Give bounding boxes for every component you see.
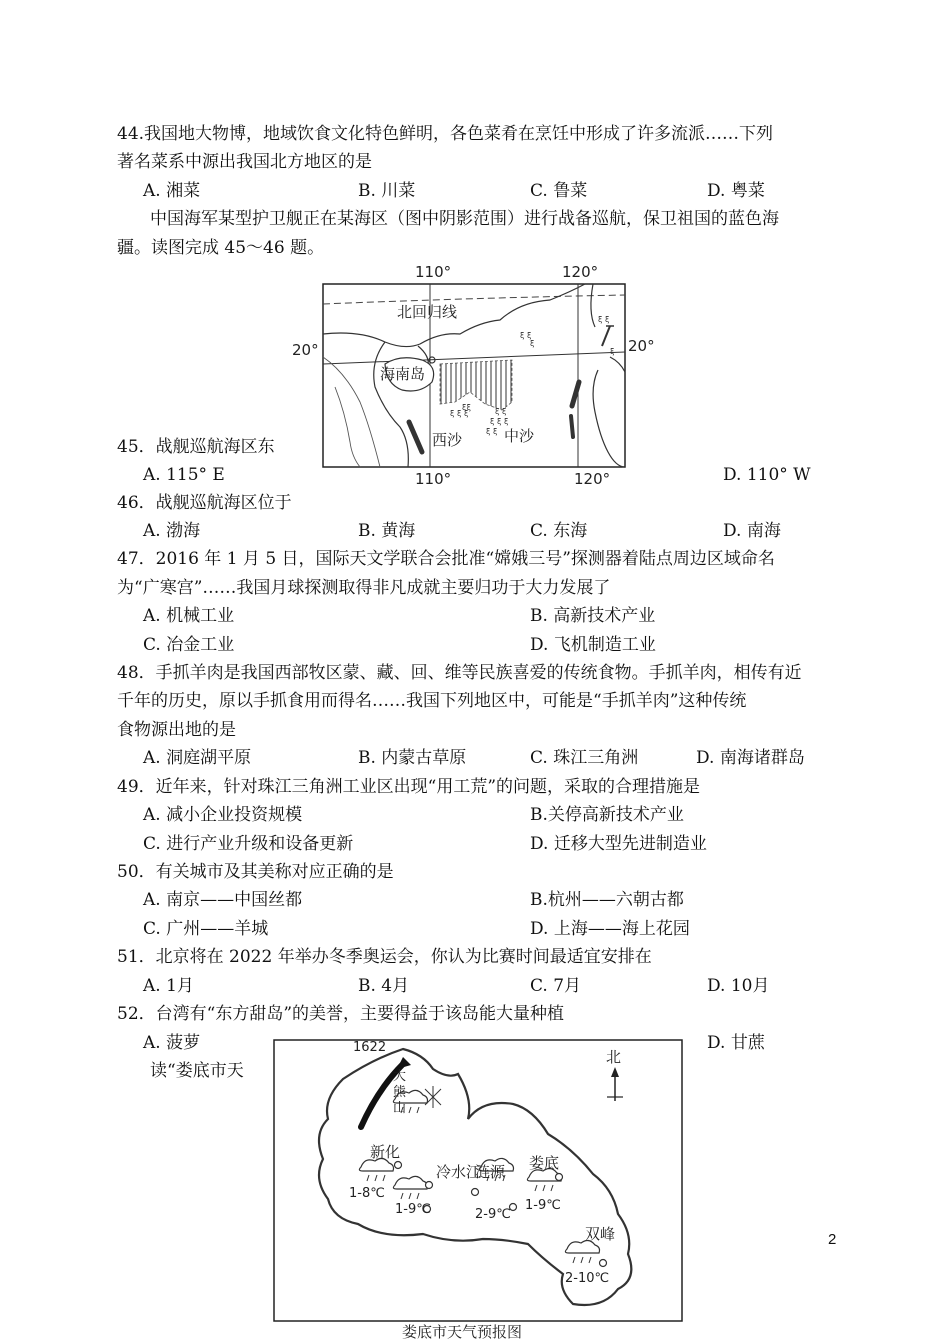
q47-line2: 为“广寒宫”……我国月球探测取得非凡成就主要归功于大力发展了 — [117, 578, 611, 598]
map2-peak-label: 1622 — [353, 1040, 387, 1055]
svg-text:ξ: ξ — [530, 339, 535, 348]
q50-line1: 50．有关城市及其美称对应正确的是 — [117, 862, 394, 882]
q49-option-d: D. 迁移大型先进制造业 — [530, 834, 707, 854]
svg-text:ξ ξ ξ: ξ ξ ξ — [490, 417, 509, 426]
map2-lianyuan-label: 涟源 — [475, 1163, 506, 1181]
q45-option-d: D. 110° W — [723, 465, 811, 485]
page-number: 2 — [828, 1231, 837, 1248]
map2-lengshuijiang-label: 冷水江 — [436, 1163, 482, 1181]
q52-option-a: A. 菠萝 — [143, 1033, 201, 1053]
intro-loudi: 读“娄底市天 — [150, 1061, 244, 1081]
svg-text:ξ ξ: ξ ξ — [486, 427, 498, 436]
q44-option-d: D. 粤菜 — [707, 181, 765, 201]
q52-option-d: D. 甘蔗 — [707, 1033, 765, 1053]
q46-option-d: D. 南海 — [723, 521, 781, 541]
q49-option-a: A. 减小企业投资规模 — [143, 805, 303, 825]
map2-xinhua-label: 新化 — [370, 1143, 401, 1161]
map2-shuangfeng-label: 双峰 — [585, 1225, 616, 1243]
q46-option-b: B. 黄海 — [358, 521, 416, 541]
map1-lon-bottom-120: 120° — [574, 470, 611, 488]
map2-north-label: 北 — [606, 1048, 622, 1066]
intro45-line1: 中国海军某型护卫舰正在某海区（图中阴影范围）进行战备巡航，保卫祖国的蓝色海 — [150, 209, 779, 229]
map1-lat-right-20: 20° — [628, 337, 655, 355]
map2-xinhua-temp: 1-8℃ — [349, 1186, 385, 1201]
q44-option-b: B. 川菜 — [358, 181, 416, 201]
q49-line1: 49．近年来，针对珠江三角洲工业区出现“用工荒”的问题，采取的合理措施是 — [117, 777, 701, 797]
q47-option-a: A. 机械工业 — [143, 606, 235, 626]
q46-line1: 46．战舰巡航海区位于 — [117, 493, 292, 513]
q50-option-c: C. 广州——羊城 — [143, 919, 269, 939]
q46-option-c: C. 东海 — [530, 521, 588, 541]
q48-line2: 千年的历史，原以手抓食用而得名……我国下列地区中，可能是“手抓羊肉”这种传统 — [117, 691, 747, 711]
q49-option-c: C. 进行产业升级和设备更新 — [143, 834, 354, 854]
map1-lon-top-110: 110° — [415, 263, 452, 281]
q52-line1: 52．台湾有“东方甜岛”的美誉，主要得益于该岛能大量种植 — [117, 1004, 565, 1024]
map2-loudi-label: 娄底 — [529, 1154, 560, 1172]
map2-loudi-temp: 1-9℃ — [525, 1198, 561, 1213]
map1-drawing — [290, 262, 670, 492]
q48-option-a: A. 洞庭湖平原 — [143, 748, 252, 768]
loudi-weather-map — [273, 1039, 683, 1322]
map1-hainan-label: 海南岛 — [380, 365, 426, 383]
svg-text:ξ ξ: ξ ξ — [598, 315, 610, 324]
south-china-sea-map — [290, 262, 670, 492]
q47-option-b: B. 高新技术产业 — [530, 606, 656, 626]
svg-text:ξ: ξ — [610, 347, 615, 356]
map2-mountain-label: 大熊山 — [393, 1069, 407, 1116]
q47-option-d: D. 飞机制造工业 — [530, 635, 656, 655]
q51-option-a: A. 1月 — [143, 976, 194, 996]
q50-option-b: B.杭州——六朝古都 — [530, 890, 684, 910]
q44-option-a: A. 湘菜 — [143, 181, 201, 201]
svg-text:ξ ξ: ξ ξ — [495, 407, 507, 416]
q45-option-a: A. 115° E — [143, 465, 225, 485]
q50-option-d: D. 上海——海上花园 — [530, 919, 690, 939]
map1-xisha-label: 西沙 — [432, 431, 463, 449]
q48-option-d: D. 南海诸群岛 — [696, 748, 805, 768]
svg-text:ξ ξ ξ: ξ ξ ξ — [450, 409, 469, 418]
q48-option-b: B. 内蒙古草原 — [358, 748, 467, 768]
q47-option-c: C. 冶金工业 — [143, 635, 235, 655]
q44-option-c: C. 鲁菜 — [530, 181, 588, 201]
svg-text:ξξ: ξξ — [462, 403, 471, 412]
q51-option-d: D. 10月 — [707, 976, 770, 996]
q48-line1: 48．手抓羊肉是我国西部牧区蒙、藏、回、维等民族喜爱的传统食物。手抓羊肉，相传有近 — [117, 663, 802, 683]
q44-line1: 44.我国地大物博，地域饮食文化特色鲜明，各色菜肴在烹饪中形成了许多流派……下列 — [117, 124, 774, 144]
q48-line3: 食物源出地的是 — [117, 720, 236, 740]
map2-caption: 娄底市天气预报图 — [402, 1323, 523, 1341]
q51-option-c: C. 7月 — [530, 976, 582, 996]
map1-zhongsha-label: 中沙 — [504, 427, 535, 445]
q51-line1: 51．北京将在 2022 年举办冬季奥运会，你认为比赛时间最适宜安排在 — [117, 947, 652, 967]
q46-option-a: A. 渤海 — [143, 521, 201, 541]
map2-shuangfeng-temp: 2-10℃ — [565, 1271, 610, 1286]
intro45-line2: 疆。读图完成 45～46 题。 — [117, 238, 325, 258]
map1-lat-left-20: 20° — [292, 341, 319, 359]
map1-tropic-label: 北回归线 — [397, 303, 458, 321]
q47-line1: 47．2016 年 1 月 5 日，国际天文学联合会批准“嫦娥三号”探测器着陆点周边区域命名 — [117, 549, 775, 569]
q49-option-b: B.关停高新技术产业 — [530, 805, 684, 825]
map1-lon-top-120: 120° — [562, 263, 599, 281]
map2-lengshuijiang-temp: 1-9℃ — [395, 1202, 431, 1217]
svg-text:ξ ξ: ξ ξ — [520, 331, 532, 340]
map2-lianyuan-temp: 2-9℃ — [475, 1207, 511, 1222]
q50-option-a: A. 南京——中国丝都 — [143, 890, 303, 910]
q44-line2: 著名菜系中源出我国北方地区的是 — [117, 152, 372, 172]
map1-lon-bottom-110: 110° — [415, 470, 452, 488]
q51-option-b: B. 4月 — [358, 976, 410, 996]
q48-option-c: C. 珠江三角洲 — [530, 748, 639, 768]
q45-line1: 45．战舰巡航海区东 — [117, 437, 275, 457]
